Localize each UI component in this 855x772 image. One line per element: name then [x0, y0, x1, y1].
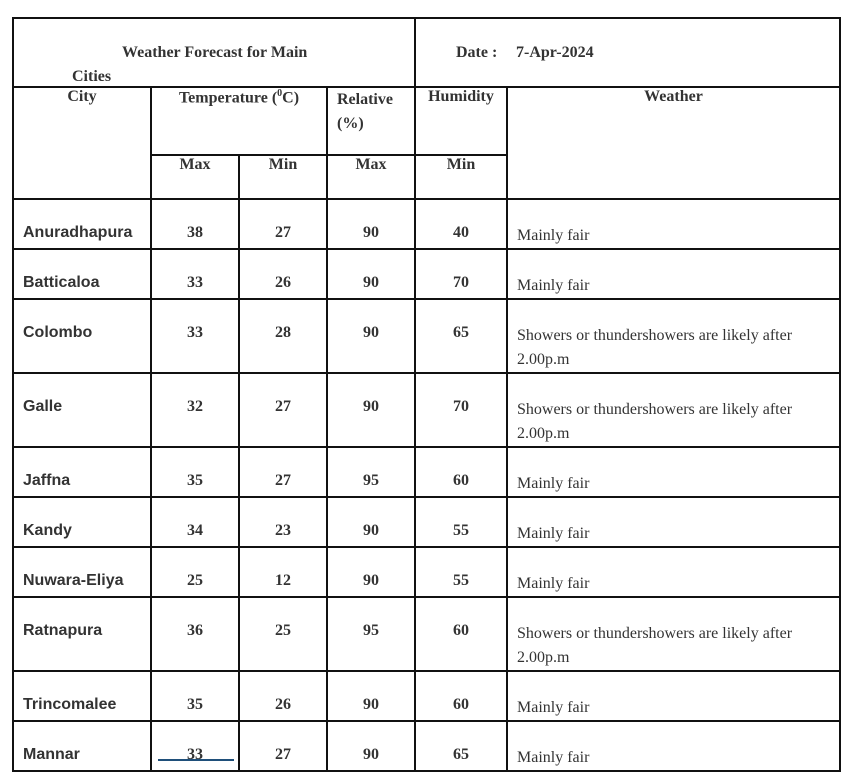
temp-min: 27	[239, 373, 327, 447]
temp-max: 38	[151, 199, 239, 249]
humidity-min: 55	[415, 547, 507, 597]
weather-forecast-table	[12, 17, 841, 772]
title-row	[13, 18, 840, 87]
humidity-max: 90	[327, 249, 415, 299]
temp-min: 27	[239, 721, 327, 771]
temp-min: 28	[239, 299, 327, 373]
partial-underline-tab	[158, 759, 234, 765]
table-row	[13, 547, 840, 597]
humidity-min: 60	[415, 597, 507, 671]
temp-max: 25	[151, 547, 239, 597]
temp-min: 27	[239, 447, 327, 497]
temperature-label: Temperature (	[178, 89, 278, 107]
table-title-continuation: Cities	[72, 68, 112, 85]
humidity-max: 90	[327, 547, 415, 597]
humidity-min: 40	[415, 199, 507, 249]
humidity-max: 90	[327, 199, 415, 249]
city-name: Jaffna	[13, 447, 151, 497]
temp-min: 26	[239, 249, 327, 299]
humidity-min: 55	[415, 497, 507, 547]
column-header-city: City	[13, 87, 151, 199]
humidity-max: 90	[327, 721, 415, 771]
column-header-row	[13, 87, 840, 155]
table-row	[13, 671, 840, 721]
humidity-min: 60	[415, 447, 507, 497]
temp-min: 27	[239, 199, 327, 249]
temp-max: 33	[151, 249, 239, 299]
table-row	[13, 597, 840, 671]
table-title: Weather Forecast for Main	[122, 44, 308, 61]
weather-description: Showers or thundershowers are likely after 2.00p.m	[507, 373, 840, 447]
weather-description: Showers or thundershowers are likely after 2.00p.m	[507, 299, 840, 373]
table-row	[13, 249, 840, 299]
subheader-humidity-max: Max	[327, 155, 415, 199]
humidity-min: 70	[415, 373, 507, 447]
weather-description: Mainly fair	[507, 671, 840, 721]
humidity-min: 65	[415, 721, 507, 771]
subheader-humidity-min: Min	[415, 155, 507, 199]
date-cell	[415, 18, 840, 87]
city-name: Colombo	[13, 299, 151, 373]
weather-description: Mainly fair	[507, 447, 840, 497]
temp-min: 12	[239, 547, 327, 597]
city-name: Nuwara-Eliya	[13, 547, 151, 597]
humidity-min: 60	[415, 671, 507, 721]
humidity-max: 90	[327, 671, 415, 721]
temp-max: 34	[151, 497, 239, 547]
temperature-unit: C)	[282, 89, 300, 107]
column-header-relative: Relative (%)	[327, 87, 415, 155]
date-value: 7-Apr-2024	[516, 44, 594, 61]
city-name: Ratnapura	[13, 597, 151, 671]
weather-forecast-document	[12, 17, 839, 766]
humidity-min: 70	[415, 249, 507, 299]
city-name: Trincomalee	[13, 671, 151, 721]
city-name: Anuradhapura	[13, 199, 151, 249]
weather-description: Mainly fair	[507, 497, 840, 547]
table-row	[13, 497, 840, 547]
temp-min: 23	[239, 497, 327, 547]
weather-description: Mainly fair	[507, 721, 840, 771]
city-name: Kandy	[13, 497, 151, 547]
humidity-max: 95	[327, 447, 415, 497]
city-name: Batticaloa	[13, 249, 151, 299]
humidity-min: 65	[415, 299, 507, 373]
weather-description: Mainly fair	[507, 547, 840, 597]
humidity-max: 90	[327, 497, 415, 547]
column-header-humidity: Humidity	[415, 87, 507, 155]
column-header-temperature	[151, 87, 327, 155]
table-row	[13, 373, 840, 447]
city-name: Mannar	[13, 721, 151, 771]
weather-description: Showers or thundershowers are likely after 2.00p.m	[507, 597, 840, 671]
date-label: Date :	[456, 44, 498, 61]
city-name: Galle	[13, 373, 151, 447]
temp-max: 35	[151, 447, 239, 497]
table-row	[13, 199, 840, 249]
temp-max: 35	[151, 671, 239, 721]
weather-description: Mainly fair	[507, 199, 840, 249]
temp-max: 33	[151, 299, 239, 373]
temp-max: 36	[151, 597, 239, 671]
temp-max: 33	[151, 721, 239, 771]
humidity-max: 90	[327, 299, 415, 373]
column-header-weather: Weather	[507, 87, 840, 199]
subheader-temp-max: Max	[151, 155, 239, 199]
subheader-temp-min: Min	[239, 155, 327, 199]
table-title-cell	[13, 18, 415, 87]
temp-max: 32	[151, 373, 239, 447]
humidity-max: 90	[327, 373, 415, 447]
degree-superscript: 0	[277, 88, 283, 99]
table-row	[13, 721, 840, 771]
temp-min: 26	[239, 671, 327, 721]
temp-min: 25	[239, 597, 327, 671]
table-row	[13, 447, 840, 497]
table-row	[13, 299, 840, 373]
humidity-max: 95	[327, 597, 415, 671]
weather-description: Mainly fair	[507, 249, 840, 299]
